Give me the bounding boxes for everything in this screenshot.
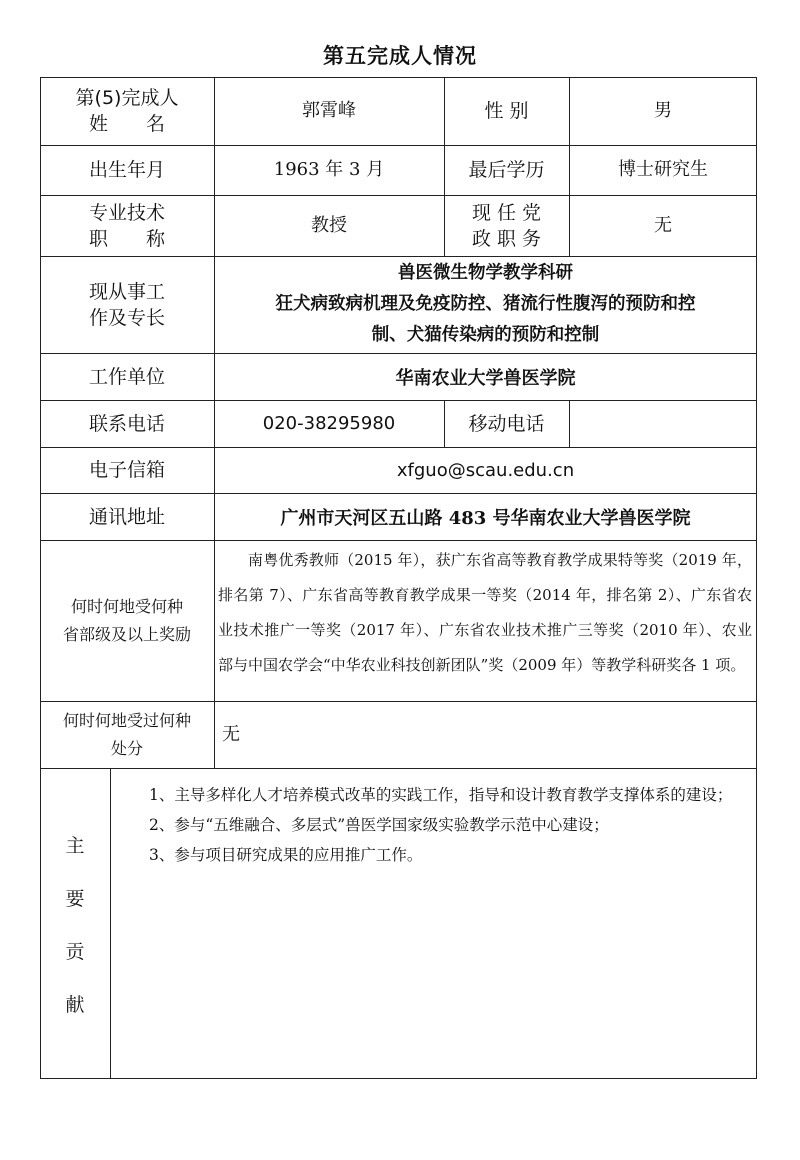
contribution-label-char: 献 (65, 993, 85, 1016)
party-post-label: 现 任 党 政 职 务 (471, 201, 542, 250)
punishment-value: 无 (222, 723, 240, 745)
address-value: 广州市天河区五山路 483 号华南农业大学兽医学院 (280, 507, 691, 529)
professional-title-value: 教授 (311, 214, 347, 236)
email-label: 电子信箱 (88, 459, 165, 481)
contribution-item: 2、参与“五维融合、多层式”兽医学国家级实验教学示范中心建设； (149, 816, 609, 834)
phone-value: 020-38295980 (262, 413, 396, 434)
email-value: xfguo@scau.edu.cn (396, 459, 575, 481)
address-label: 通讯地址 (88, 505, 165, 528)
contribution-label (40, 768, 110, 1079)
education-label: 最后学历 (468, 159, 545, 181)
contribution-label-char: 要 (65, 887, 85, 910)
contribution-item: 3、参与项目研究成果的应用推广工作。 (149, 846, 423, 864)
contribution-label-char: 贡 (65, 940, 85, 963)
name-value: 郭霄峰 (302, 100, 356, 121)
phone-label: 联系电话 (88, 412, 165, 435)
work-unit-label: 工作单位 (88, 365, 165, 388)
work-specialty-label: 现从事工 作及专长 (88, 280, 165, 329)
page-title: 第五完成人情况 (323, 44, 477, 68)
awards-label: 何时何地受何种 省部级及以上奖励 (62, 596, 191, 644)
education-value: 博士研究生 (618, 159, 708, 180)
contribution-item: 1、主导多样化人才培养模式改革的实践工作，指导和设计教育教学支撑体系的建设； (149, 786, 733, 804)
mobile-value (569, 400, 757, 447)
punishment-label: 何时何地受过何种 处分 (62, 710, 191, 758)
row-divider (40, 768, 757, 769)
awards-value: 南粤优秀教师（2015 年），获广东省高等教育教学成果特等奖（2019 年，排名第 7）、广东省高等教育教学成果一等奖（2014 年，排名第 2）、广东省农业技术推广一等奖（2017 年）、广东省农业技术推广三等奖（2010 年）、农业部与中国农学会“中华农业科技创新团队”奖（2009 年）等教学科研奖各 1 项。 (218, 551, 752, 674)
gender-value: 男 (654, 100, 672, 121)
contribution-list (118, 780, 754, 870)
work-specialty-value: 兽医微生物学教学科研 狂犬病致病机理及免疫防控、猪流行性腹泻的预防和控 制、犬猫传染病的预防和控制 (275, 263, 696, 345)
work-unit-value: 华南农业大学兽医学院 (395, 367, 576, 389)
mobile-label: 移动电话 (468, 412, 545, 435)
name-label: 第(5)完成人 姓 名 (75, 87, 179, 135)
party-post-value: 无 (654, 214, 672, 236)
birth-label: 出生年月 (88, 159, 165, 181)
contribution-label-char: 主 (65, 834, 85, 857)
col-divider (110, 768, 111, 1079)
professional-title-label: 专业技术 职 称 (88, 201, 165, 250)
birth-value: 1963 年 3 月 (273, 159, 385, 180)
gender-label: 性 别 (484, 100, 529, 122)
